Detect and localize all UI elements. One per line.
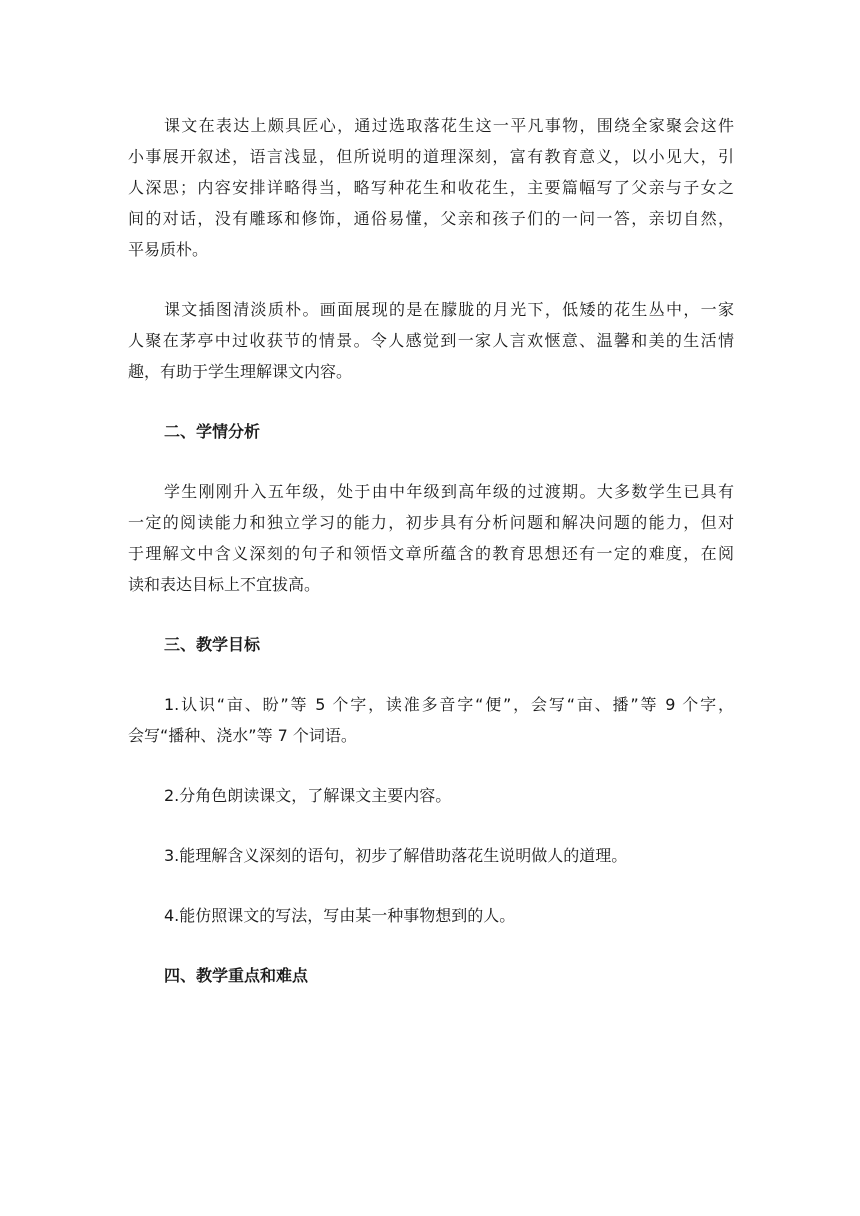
- text-line: 课文插图清淡质朴。画面展现的是在朦胧的月光下，低矮的花生丛中，一家: [164, 300, 734, 319]
- text-line: 小事展开叙述，语言浅显，但所说明的道理深刻，富有教育意义，以小见大，引: [128, 147, 734, 166]
- text-line: 课文在表达上颇具匠心，通过选取落花生这一平凡事物，围绕全家聚会这件: [164, 116, 734, 135]
- goal-item-1: [128, 689, 734, 751]
- text-line: 人聚在茅亭中过收获节的情景。令人感觉到一家人言欢惬意、温馨和美的生活情: [128, 331, 734, 350]
- text-line: 读和表达目标上不宜拔高。: [128, 575, 321, 594]
- text-line: 平易质朴。: [128, 240, 209, 259]
- text-line: 学生刚刚升入五年级，处于由中年级到高年级的过渡期。大多数学生已具有: [164, 482, 734, 501]
- text-line: 趣，有助于学生理解课文内容。: [128, 362, 353, 381]
- paragraph-student-analysis: [128, 476, 734, 600]
- section-heading-key-points: 四、教学重点和难点: [164, 966, 309, 985]
- text-line: 于理解文中含义深刻的句子和领悟文章所蕴含的教育思想还有一定的难度，在阅: [128, 544, 734, 563]
- section-heading-student-analysis: 二、学情分析: [164, 422, 261, 441]
- goal-item-3: 3.能理解含义深刻的语句，初步了解借助落花生说明做人的道理。: [164, 846, 628, 865]
- paragraph-illustration: [128, 294, 734, 387]
- section-heading-teaching-goals: 三、教学目标: [164, 635, 261, 654]
- paragraph-expression: [128, 110, 734, 265]
- text-line: 会写“播种、浇水”等 7 个词语。: [128, 726, 357, 745]
- document-page: [128, 110, 734, 991]
- text-line: 一定的阅读能力和独立学习的能力，初步具有分析问题和解决问题的能力，但对: [128, 513, 734, 532]
- goal-item-4: 4.能仿照课文的写法，写由某一种事物想到的人。: [164, 906, 516, 925]
- goal-item-2: 2.分角色朗读课文，了解课文主要内容。: [164, 786, 452, 805]
- text-line: 1.认识“亩、盼”等 5 个字，读准多音字“便”，会写“亩、播”等 9 个字，: [164, 695, 734, 714]
- text-line: 人深思；内容安排详略得当，略写种花生和收花生，主要篇幅写了父亲与子女之: [128, 178, 734, 197]
- text-line: 间的对话，没有雕琢和修饰，通俗易懂，父亲和孩子们的一问一答，亲切自然，: [128, 209, 734, 228]
